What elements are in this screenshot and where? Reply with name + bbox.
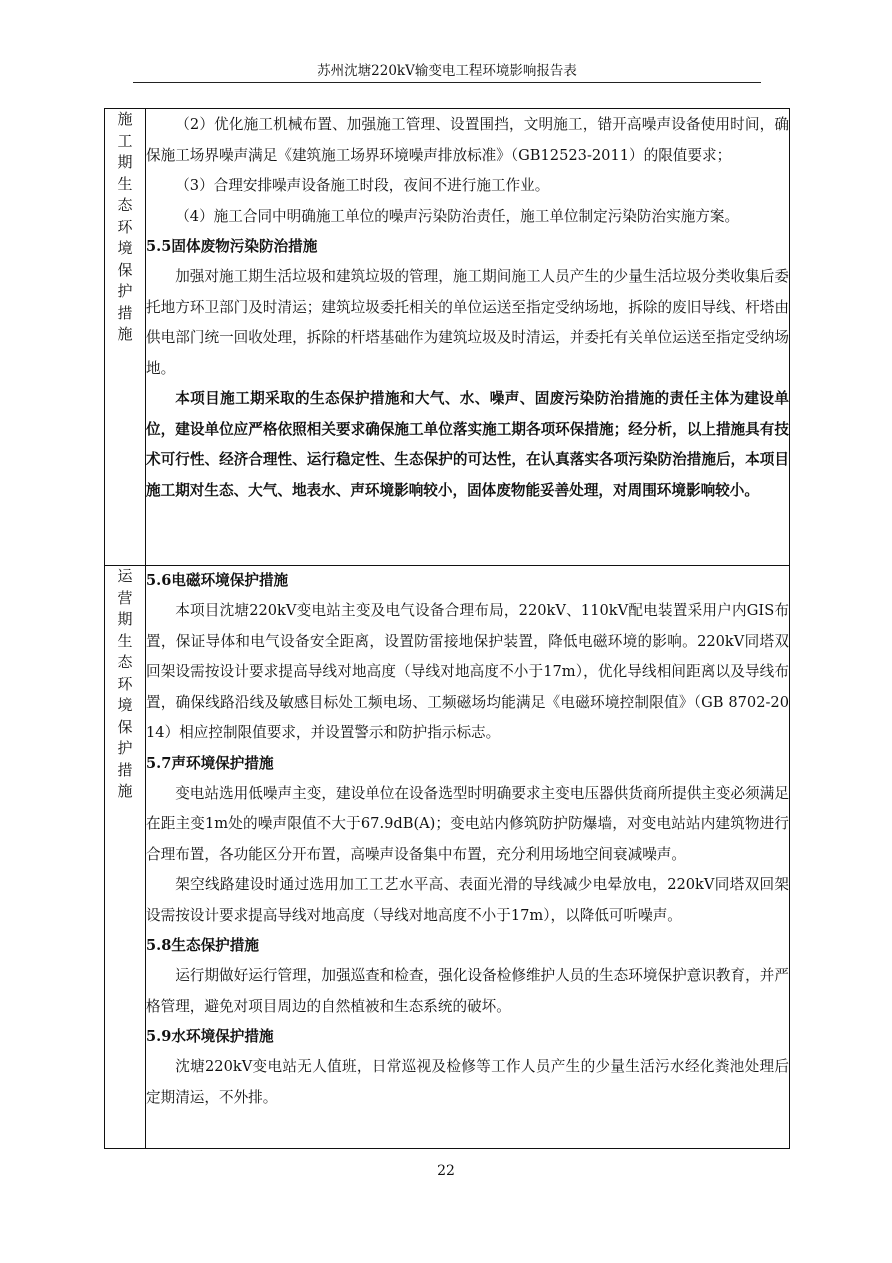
paragraph: 加强对施工期生活垃圾和建筑垃圾的管理，施工期间施工人员产生的少量生活垃圾分类收集后委托地方环卫部门及时清运；建筑垃圾委托相关的单位运送至指定受纳场地，拆除的废旧导线、杆塔由供电部门统一回收处理，拆除的杆塔基础作为建筑垃圾及时清运，并委托有关单位运送至指定受纳场地。 <box>146 268 789 377</box>
measures-table <box>104 108 790 1149</box>
paragraph: （3）合理安排噪声设备施工时段，夜间不进行施工作业。 <box>175 177 550 194</box>
construction-period-blocks <box>146 109 789 506</box>
page-header-title: 苏州沈塘220kV输变电工程环境影响报告表 <box>317 63 577 79</box>
operation-period-blocks <box>146 566 789 1113</box>
paragraph: 本项目沈塘220kV变电站主变及电气设备合理布局，220kV、110kV配电装置采用户内GIS布置，保证导体和电气设备安全距离，设置防雷接地保护装置，降低电磁环境的影响。220kV同塔双回架设需按设计要求提高导线对地高度（导线对地高度不小于17m），优化导线相间距离以及导线布置，确保线路沿线及敏感目标处工频电场、工频磁场均能满足《电磁环境控制限值》（GB 8702-2014）相应控制限值要求，并设置警示和防护指示标志。 <box>146 602 789 741</box>
paragraph: 架空线路建设时通过选用加工工艺水平高、表面光滑的导线减少电晕放电，220kV同塔双回架设需按设计要求提高导线对地高度（导线对地高度不小于17m），以降低可听噪声。 <box>146 876 789 924</box>
construction-period-content <box>146 109 790 566</box>
header-rule <box>133 82 761 83</box>
paragraph: 沈塘220kV变电站无人值班，日常巡视及检修等工作人员产生的少量生活污水经化粪池处理后定期清运，不外排。 <box>146 1058 789 1106</box>
operation-period-content <box>146 566 790 1149</box>
operation-period-label-cell <box>105 566 146 1149</box>
paragraph: （2）优化施工机械布置、加强施工管理、设置围挡，文明施工，错开高噪声设备使用时间，确保施工场界噪声满足《建筑施工场界环境噪声排放标准》（GB12523-2011）的限值要求； <box>146 116 789 164</box>
paragraph: 变电站选用低噪声主变，建设单位在设备选型时明确要求主变电压器供货商所提供主变必须满足在距主变1m处的噪声限值不大于67.9dB(A)；变电站内修筑防护防爆墙，对变电站站内建筑物进行合理布置，各功能区分开布置，高噪声设备集中布置，充分利用场地空间衰减噪声。 <box>146 784 789 863</box>
paragraph: 运行期做好运行管理，加强巡查和检查，强化设备检修维护人员的生态环境保护意识教育，并严格管理，避免对项目周边的自然植被和生态系统的破坏。 <box>146 967 789 1015</box>
section-heading: 5.7声环境保护措施 <box>146 754 274 772</box>
operation-period-row <box>105 566 790 1149</box>
section-heading: 5.5固体废物污染防治措施 <box>146 238 318 255</box>
operation-period-label: 运营期生态环境保护措施 <box>117 567 133 800</box>
construction-period-label-cell <box>105 109 146 566</box>
section-heading: 5.9水环境保护措施 <box>146 1028 274 1045</box>
construction-period-row <box>105 109 790 566</box>
section-heading: 5.6电磁环境保护措施 <box>146 572 289 589</box>
construction-period-label: 施工期生态环境保护措施 <box>117 110 133 343</box>
conclusion-paragraph: 本项目施工期采取的生态保护措施和大气、水、噪声、固废污染防治措施的责任主体为建设单位，建设单位应严格依照相关要求确保施工单位落实施工期各项环保措施；经分析，以上措施具有技术可行性、经济合理性、运行稳定性、生态保护的可达性，在认真落实各项污染防治措施后，本项目施工期对生态、大气、地表水、声环境影响较小，固体废物能妥善处理，对周围环境影响较小。 <box>146 390 789 499</box>
section-heading: 5.8生态保护措施 <box>146 937 259 954</box>
page-number: 22 <box>437 1163 455 1179</box>
paragraph: （4）施工合同中明确施工单位的噪声污染防治责任，施工单位制定污染防治实施方案。 <box>175 207 740 225</box>
